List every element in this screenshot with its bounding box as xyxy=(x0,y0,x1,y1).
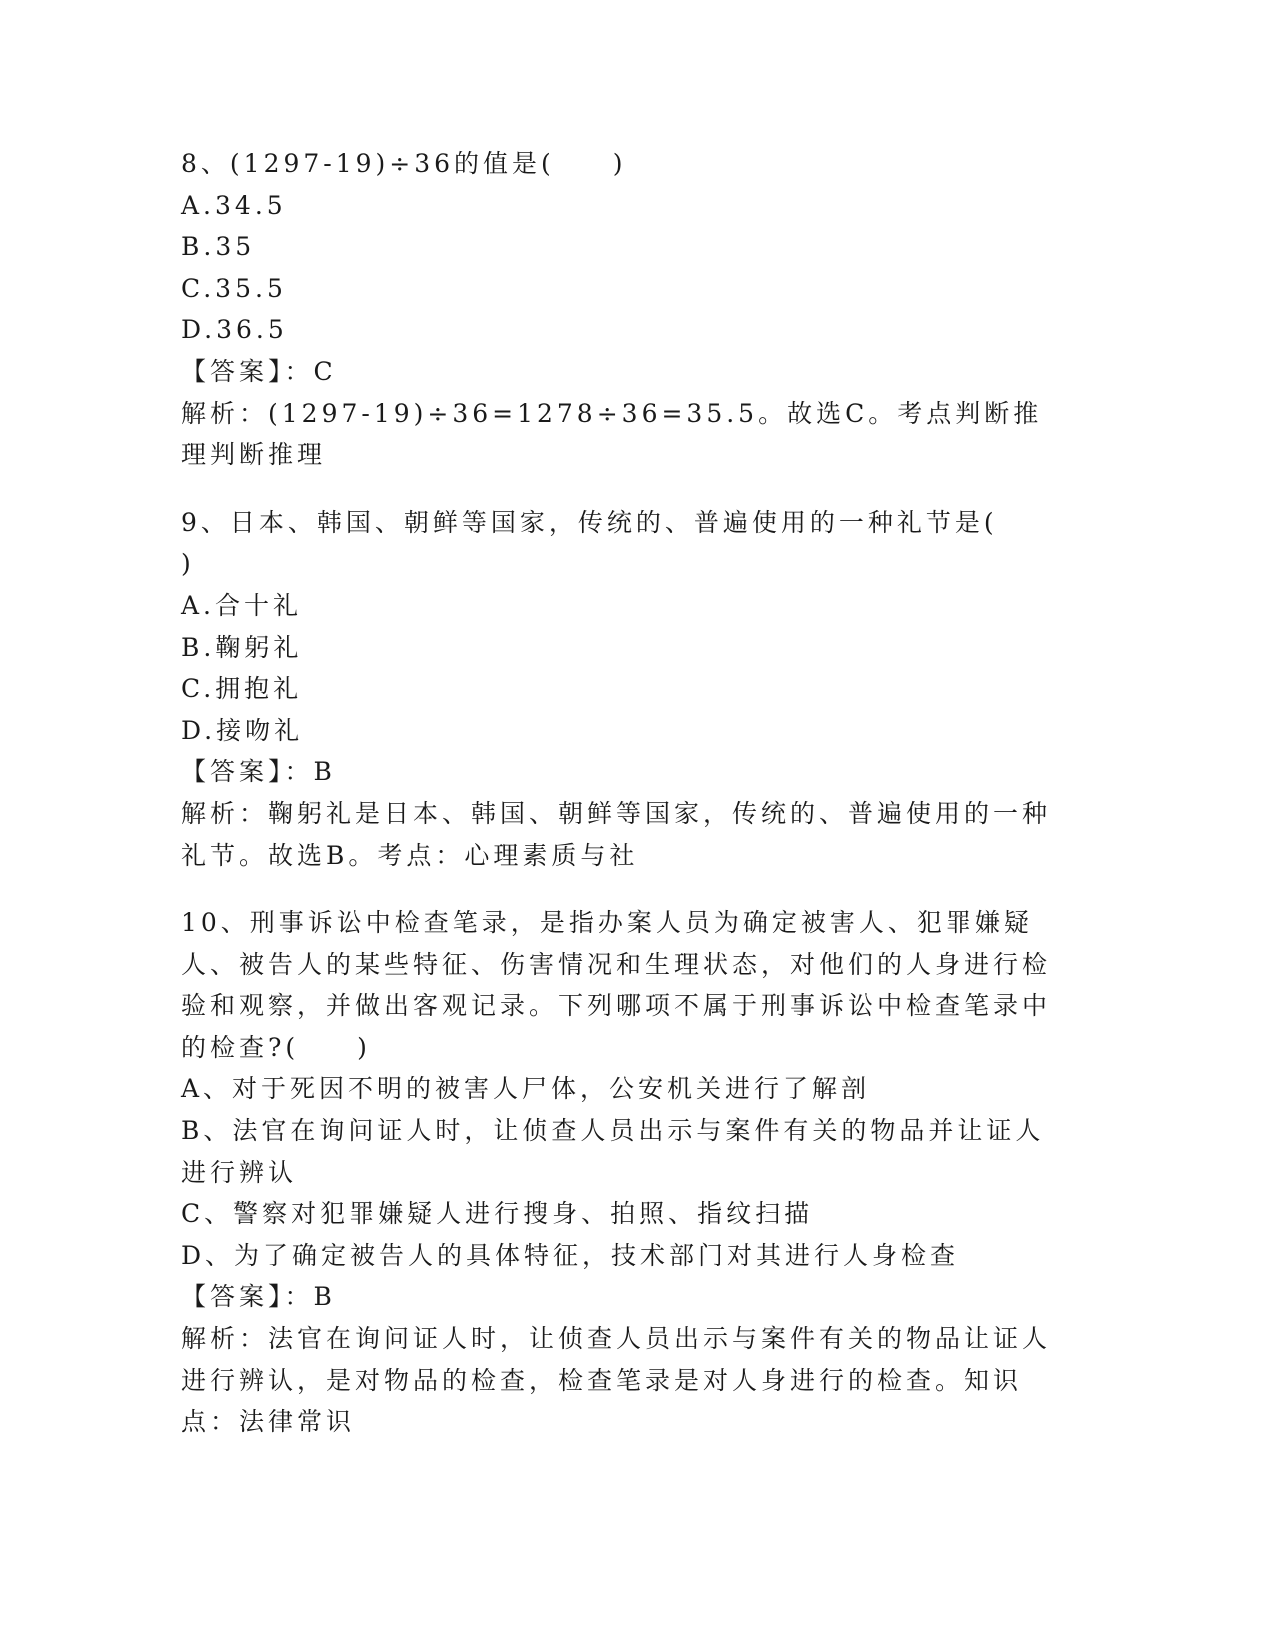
question-stem: 8、(1297-19)÷36的值是( ) xyxy=(181,149,627,178)
option-b: B、法官在询问证人时，让侦查人员出示与案件有关的物品并让证人进行辨认 xyxy=(181,1116,1045,1187)
analysis: 解析：(1297-19)÷36=1278÷36=35.5。故选C。考点判断推理判断推理 xyxy=(181,398,1043,470)
option-a: A.合十礼 xyxy=(181,590,303,620)
answer: 【答案】：C xyxy=(181,356,337,386)
option-a: A、对于死因不明的被害人尸体，公安机关进行了解剖 xyxy=(181,1074,871,1104)
question-10 xyxy=(181,902,1061,1443)
analysis: 解析：法官在询问证人时，让侦查人员出示与案件有关的物品让证人进行辨认，是对物品的检查，检查笔录是对人身进行的检查。知识点：法律常识 xyxy=(181,1324,1052,1437)
option-c: C.拥抱礼 xyxy=(181,674,303,704)
question-stem: 9、日本、韩国、朝鲜等国家，传统的、普遍使用的一种礼节是( ) xyxy=(181,507,1056,579)
option-b: B.35 xyxy=(181,232,256,262)
document-page xyxy=(181,143,1061,1449)
spacer xyxy=(181,882,1061,902)
option-a: A.34.5 xyxy=(181,190,287,220)
option-d: D、为了确定被告人的具体特征，技术部门对其进行人身检查 xyxy=(181,1240,960,1270)
answer: 【答案】：B xyxy=(181,1282,336,1312)
option-d: D.36.5 xyxy=(181,315,288,345)
question-stem: 10、刑事诉讼中检查笔录，是指办案人员为确定被害人、犯罪嫌疑人、被告人的某些特征、伤害情况和生理状态，对他们的人身进行检验和观察，并做出客观记录。下列哪项不属于刑事诉讼中检查笔录中的检查?( ) xyxy=(181,908,1052,1062)
option-c: C、警察对犯罪嫌疑人进行搜身、拍照、指纹扫描 xyxy=(181,1199,814,1229)
spacer xyxy=(181,482,1061,502)
option-d: D.接吻礼 xyxy=(181,715,304,745)
answer: 【答案】：B xyxy=(181,757,336,787)
question-9 xyxy=(181,502,1061,876)
option-c: C.35.5 xyxy=(181,273,287,303)
option-b: B.鞠躬礼 xyxy=(181,632,303,662)
analysis: 解析：鞠躬礼是日本、韩国、朝鲜等国家，传统的、普遍使用的一种礼节。故选B。考点：心理素质与社 xyxy=(181,798,1052,870)
question-8 xyxy=(181,143,1061,476)
